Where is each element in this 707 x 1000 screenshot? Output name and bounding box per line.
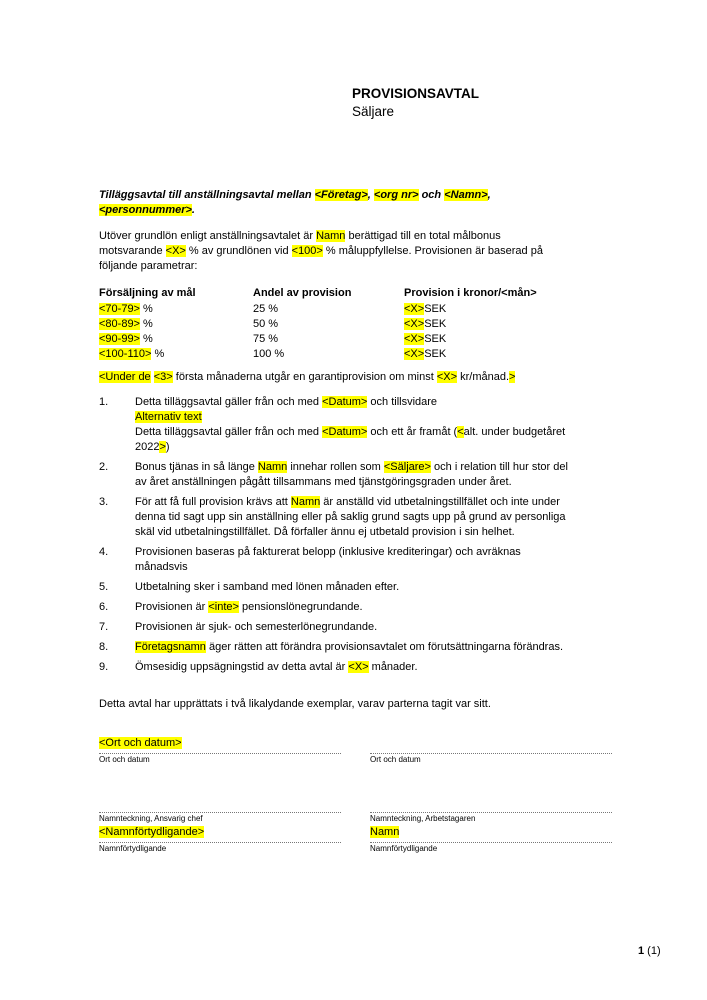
list-item-line — [135, 495, 614, 510]
table-cell — [99, 302, 253, 317]
list-item-number: 6. — [99, 601, 109, 613]
highlighted-placeholder: <Under de — [99, 371, 151, 383]
bonus-line-1 — [99, 229, 614, 244]
bonus-paragraph — [99, 229, 614, 274]
bonus-line-2 — [99, 244, 614, 259]
text-segment: månadsvis — [135, 561, 188, 573]
list-item — [99, 600, 614, 615]
bonus-line-3 — [99, 259, 614, 274]
list-item-line — [135, 440, 614, 455]
table-row — [99, 332, 614, 347]
text-segment: , — [487, 189, 491, 201]
text-segment: Utbetalning sker i samband med lönen månaden efter. — [135, 581, 400, 593]
list-item-body — [135, 395, 614, 455]
list-item — [99, 660, 614, 675]
signature-right-line-label: Namnteckning, Arbetstagaren — [370, 814, 476, 823]
text-segment: följande parametrar: — [99, 260, 198, 272]
signature-section — [99, 736, 612, 855]
table-header-commission-sek: Provision i kronor/<mån> — [404, 287, 537, 299]
list-item — [99, 640, 614, 655]
text-segment: Tilläggsavtal till anställningsavtal mellan — [99, 189, 315, 201]
text-segment: Provisionen är sjuk- och semesterlönegrundande. — [135, 621, 378, 633]
table-row — [99, 347, 614, 362]
table-cell — [99, 332, 253, 347]
text-segment: denna tid sagt upp sin anställning eller på saklig grund sagts upp på grund av personliga — [135, 511, 566, 523]
text-segment: och i relation till hur stor del — [430, 461, 568, 473]
table-cell — [404, 317, 614, 332]
signature-date-right-label: Ort och datum — [370, 755, 421, 764]
highlighted-placeholder: <3> — [153, 371, 173, 383]
table-cell — [99, 317, 253, 332]
highlighted-placeholder: Företagsnamn — [135, 641, 206, 653]
text-segment: Detta tilläggsavtal gäller från och med — [135, 426, 323, 438]
page-number — [638, 945, 661, 957]
table-cell — [404, 347, 614, 362]
highlighted-placeholder: <X> — [348, 661, 369, 673]
highlighted-placeholder: <Företag> — [314, 189, 368, 201]
text-segment: 50 % — [253, 318, 279, 330]
highlighted-placeholder: <X> — [404, 318, 425, 330]
list-item-line — [135, 475, 614, 490]
signature-left-name-label: Namnförtydligande — [99, 844, 167, 853]
highlighted-placeholder: <Ort och datum> — [99, 737, 182, 749]
list-item — [99, 545, 614, 575]
text-segment: och tillsvidare — [367, 396, 438, 408]
signature-date-left-label: Ort och datum — [99, 755, 150, 764]
highlighted-placeholder: <80-89> — [99, 318, 140, 330]
highlighted-placeholder: Namn — [316, 230, 346, 242]
text-segment: av året anställningen pågått tillsammans med tjänstgöringsgraden under året. — [135, 476, 512, 488]
text-segment: äger rätten att förändra provisionsavtalet om förutsättningarna förändras. — [205, 641, 564, 653]
signature-left-line-label: Namnteckning, Ansvarig chef — [99, 814, 203, 823]
list-item-line — [135, 460, 614, 475]
list-item-line — [135, 620, 614, 635]
list-item-line — [135, 525, 614, 540]
signature-names-left — [99, 812, 341, 855]
page-number-current: 1 — [638, 945, 645, 957]
table-cell — [99, 347, 253, 362]
highlighted-placeholder: Alternativ text — [135, 411, 202, 423]
highlighted-placeholder: <90-99> — [99, 333, 140, 345]
signature-block-names — [99, 812, 612, 855]
text-segment: SEK — [424, 333, 447, 345]
table-header-sales-target: Försäljning av mål — [99, 287, 196, 299]
list-item-line — [135, 580, 614, 595]
table-cell — [404, 302, 614, 317]
table-header-commission-share: Andel av provision — [253, 287, 352, 299]
list-item — [99, 580, 614, 595]
text-segment: Detta tilläggsavtal gäller från och med — [135, 396, 323, 408]
table-cell — [253, 302, 404, 317]
page-number-total: (1) — [644, 945, 661, 957]
text-segment: , — [367, 189, 374, 201]
highlighted-placeholder: <Namnförtydligande> — [99, 826, 205, 838]
highlighted-placeholder: <X> — [404, 333, 425, 345]
text-segment: % — [139, 333, 153, 345]
text-segment: SEK — [424, 318, 447, 330]
highlighted-placeholder: <personnummer> — [99, 204, 192, 216]
highlighted-placeholder: Namn — [257, 461, 288, 473]
text-segment: månader. — [368, 661, 418, 673]
list-item-body — [135, 580, 614, 595]
highlighted-placeholder: Namn — [370, 826, 400, 838]
text-segment: innehar rollen som — [287, 461, 384, 473]
list-item-number: 9. — [99, 661, 109, 673]
text-segment: alt. under budgetåret — [463, 426, 566, 438]
highlighted-placeholder: <X> — [165, 245, 186, 257]
highlighted-placeholder: <X> — [436, 371, 458, 383]
list-item-number: 2. — [99, 461, 109, 473]
list-item-line — [135, 660, 614, 675]
text-segment: % måluppfyllelse. Provisionen är baserad på — [322, 245, 543, 257]
text-segment: SEK — [424, 303, 447, 315]
text-segment: Bonus tjänas in så länge — [135, 461, 258, 473]
text-segment: kr/månad. — [457, 371, 510, 383]
terms-list — [99, 395, 614, 680]
document-subtitle: Säljare — [352, 104, 395, 119]
list-item-line — [135, 545, 614, 560]
text-segment: Utöver grundlön enligt anställningsavtalet är — [99, 230, 317, 242]
signature-names-right — [370, 812, 612, 855]
highlighted-placeholder: > — [159, 441, 166, 453]
highlighted-placeholder: <100-110> — [99, 348, 152, 360]
closing-paragraph: Detta avtal har upprättats i två likalydande exemplar, varav parterna tagit var sitt. — [99, 698, 491, 710]
signature-date-left — [99, 736, 341, 766]
list-item-line — [135, 425, 614, 440]
table-cell — [253, 347, 404, 362]
text-segment: SEK — [424, 348, 447, 360]
text-segment: 100 % — [253, 348, 285, 360]
list-item-body — [135, 600, 614, 615]
table-cell — [253, 317, 404, 332]
list-item — [99, 620, 614, 635]
commission-table — [99, 286, 614, 362]
list-item-line — [135, 560, 614, 575]
text-segment: berättigad till en total målbonus — [345, 230, 501, 242]
signature-date-left-value — [99, 736, 341, 753]
list-item-body — [135, 640, 614, 655]
text-segment: . — [191, 204, 195, 216]
text-segment: första månaderna utgår en garantiprovision om minst — [172, 371, 437, 383]
highlighted-placeholder: <70-79> — [99, 303, 140, 315]
text-segment: % — [139, 303, 153, 315]
highlighted-placeholder: <Datum> — [322, 426, 368, 438]
list-item-number: 5. — [99, 581, 109, 593]
list-item-line — [135, 395, 614, 410]
text-segment: pensionslönegrundande. — [238, 601, 363, 613]
signature-right-name-label: Namnförtydligande — [370, 844, 438, 853]
table-row — [99, 302, 614, 317]
list-item-body — [135, 620, 614, 635]
text-segment: % — [139, 318, 153, 330]
list-item-number: 7. — [99, 621, 109, 633]
list-item-number: 1. — [99, 396, 109, 408]
text-segment: motsvarande — [99, 245, 166, 257]
highlighted-placeholder: <Namn> — [444, 189, 488, 201]
text-segment: Provisionen är — [135, 601, 209, 613]
intro-paragraph — [99, 188, 614, 218]
list-item-line — [135, 410, 614, 425]
intro-line-1 — [99, 188, 614, 203]
text-segment: % av grundlönen vid — [185, 245, 292, 257]
text-segment: 25 % — [253, 303, 279, 315]
document-header — [352, 85, 479, 121]
commission-table-header — [99, 286, 614, 301]
intro-line-2 — [99, 203, 614, 218]
list-item — [99, 460, 614, 490]
text-segment: och ett år framåt ( — [367, 426, 458, 438]
commission-table-body — [99, 302, 614, 362]
highlighted-placeholder: <Säljare> — [383, 461, 431, 473]
list-item-number: 4. — [99, 546, 109, 558]
list-item — [99, 495, 614, 540]
text-segment: För att få full provision krävs att — [135, 496, 291, 508]
highlighted-placeholder: > — [509, 371, 516, 383]
signature-block-date — [99, 736, 612, 766]
table-cell — [253, 332, 404, 347]
text-segment: 75 % — [253, 333, 279, 345]
signature-right-name-value — [370, 825, 612, 842]
list-item-number: 8. — [99, 641, 109, 653]
table-row — [99, 317, 614, 332]
signature-date-right — [370, 736, 612, 766]
highlighted-placeholder: <100> — [291, 245, 323, 257]
highlighted-placeholder: <X> — [404, 303, 425, 315]
text-segment: och — [418, 189, 445, 201]
text-segment: ) — [165, 441, 170, 453]
list-item-body — [135, 460, 614, 490]
text-segment: Provisionen baseras på fakturerat belopp (inklusive krediteringar) och avräknas — [135, 546, 521, 558]
signature-date-right-value — [370, 736, 612, 753]
text-segment: skäl vid utbetalningstillfället. Då förfaller ännu ej utbetald provision i sin helhet. — [135, 526, 515, 538]
highlighted-placeholder: Namn — [290, 496, 321, 508]
list-item-line — [135, 640, 614, 655]
signature-left-name-value — [99, 825, 341, 842]
list-item — [99, 395, 614, 455]
highlighted-placeholder: < — [457, 426, 464, 438]
list-item-line — [135, 510, 614, 525]
document-title: PROVISIONSAVTAL — [352, 86, 480, 101]
guarantee-line — [99, 370, 614, 385]
list-item-line — [135, 600, 614, 615]
text-segment: är anställd vid utbetalningstillfället och inte under — [320, 496, 560, 508]
highlighted-placeholder: <Datum> — [322, 396, 368, 408]
list-item-body — [135, 545, 614, 575]
text-segment: 2022 — [135, 441, 160, 453]
text-segment: Ömsesidig uppsägningstid av detta avtal är — [135, 661, 349, 673]
text-segment: % — [151, 348, 165, 360]
table-cell — [404, 332, 614, 347]
list-item-number: 3. — [99, 496, 109, 508]
highlighted-placeholder: <X> — [404, 348, 425, 360]
list-item-body — [135, 660, 614, 675]
list-item-body — [135, 495, 614, 540]
highlighted-placeholder: <inte> — [208, 601, 239, 613]
highlighted-placeholder: <org nr> — [373, 189, 419, 201]
